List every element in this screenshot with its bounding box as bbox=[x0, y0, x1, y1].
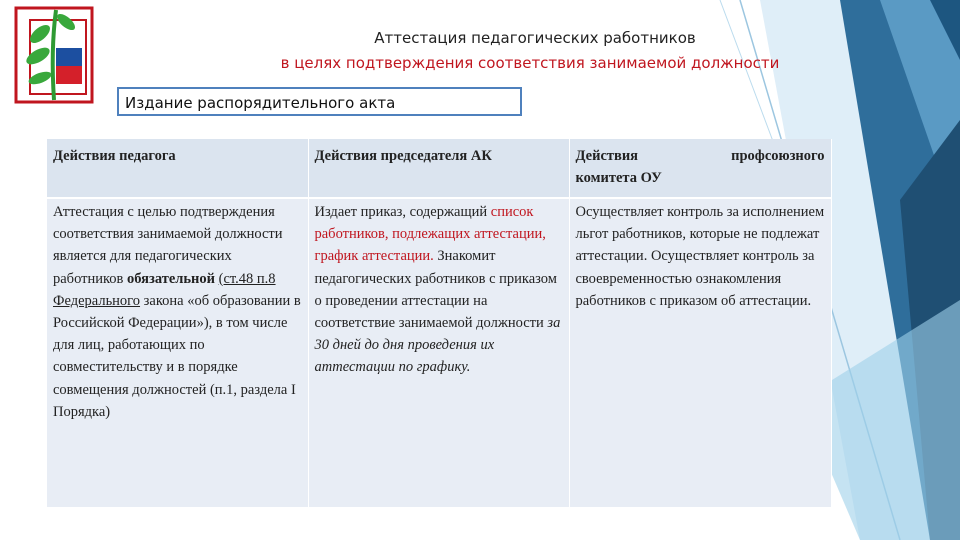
chairman-text-1: Издает приказ, содержащий bbox=[314, 204, 491, 220]
chairman-actions-cell bbox=[308, 198, 569, 507]
table-header-row bbox=[47, 139, 831, 198]
chairman-text-2: Знакомит педагогических работников с приказом о проведении аттестации на соответствие занимаемой должности bbox=[314, 248, 557, 332]
header-teacher-actions: Действия педагога bbox=[47, 139, 308, 198]
teacher-text-1: Аттестация с целью подтверждения соответствия занимаемой должности является для педагогических работников bbox=[53, 204, 283, 287]
teacher-text-bold: обязательной bbox=[127, 270, 216, 287]
union-actions-cell: Осуществляет контроль за исполнением льгот работников, которые не подлежат аттестации. Осуществляет контроль за своевременностью ознакомления работников с приказом об аттестации. bbox=[569, 198, 831, 507]
header-union-part2: профсоюзного bbox=[731, 148, 825, 164]
header-union-part1: Действия bbox=[575, 148, 639, 164]
header-union-actions bbox=[569, 139, 831, 198]
law-reference-link[interactable]: (ст.48 п.8 Федерального bbox=[53, 270, 276, 309]
header-union-part3: комитета ОУ bbox=[575, 170, 662, 187]
page-title: Аттестация педагогических работников bbox=[374, 29, 696, 47]
act-issue-box: Издание распорядительного акта bbox=[117, 87, 522, 116]
union-logo-icon bbox=[8, 0, 100, 112]
table-row bbox=[47, 198, 831, 507]
page-subtitle: в целях подтверждения соответствия занимаемой должности bbox=[280, 54, 780, 72]
teacher-text-2: закона «об образовании в Российской Федерации»), в том числе для лиц, работающих по совместительству и в порядке совмещения должностей (п.1, раздела I Порядка) bbox=[53, 292, 301, 420]
chairman-text-red: список работников, подлежащих аттестации, график аттестации. bbox=[314, 204, 546, 265]
header-chairman-actions: Действия председателя АК bbox=[308, 139, 569, 198]
actions-table bbox=[47, 139, 832, 507]
chairman-text-italic: за 30 дней до дня проведения их аттестации по графику. bbox=[314, 315, 561, 376]
teacher-actions-cell bbox=[47, 198, 308, 507]
